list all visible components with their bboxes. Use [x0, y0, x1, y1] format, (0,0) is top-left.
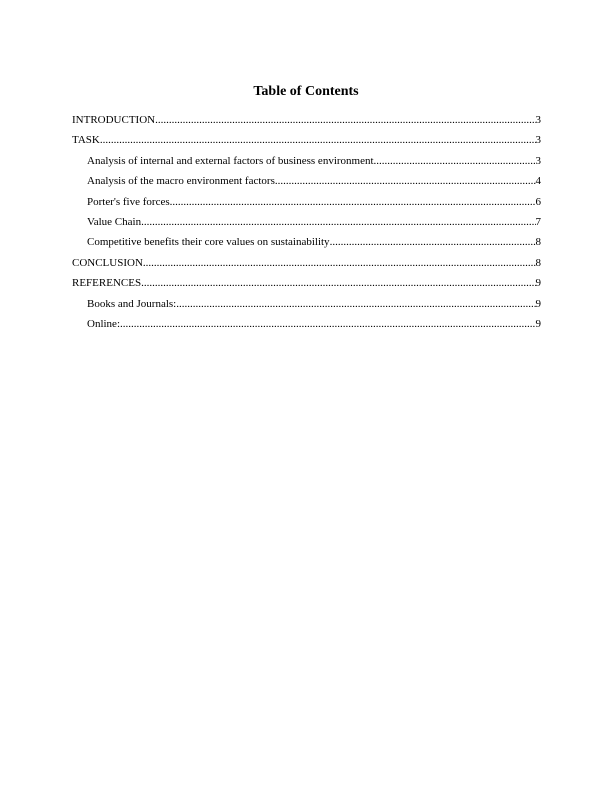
toc-page-number: 9: [535, 317, 541, 330]
toc-entry-references[interactable]: [72, 276, 541, 296]
toc-page-number: 9: [535, 297, 541, 310]
toc-entry-text: Books and Journals:: [87, 297, 177, 310]
toc-dot-leader: [176, 297, 535, 311]
toc-page-number: 7: [535, 215, 541, 228]
toc-dot-leader: [170, 195, 536, 209]
toc-dot-leader: [143, 256, 536, 270]
toc-entry-text: CONCLUSION: [72, 256, 143, 269]
toc-entry-books-and-journals[interactable]: [72, 297, 541, 317]
toc-page-number: 3: [535, 154, 541, 167]
toc-entry-introduction[interactable]: [72, 113, 541, 133]
toc-dot-leader: [275, 174, 536, 188]
toc-dot-leader: [120, 317, 536, 331]
toc-dot-leader: [155, 113, 535, 127]
toc-entry-text: Porter's five forces: [87, 195, 170, 208]
toc-dot-leader: [100, 133, 536, 147]
toc-entry-porters-five-forces[interactable]: [72, 195, 541, 215]
toc-page-number: 9: [535, 277, 541, 290]
toc-page-number: 8: [535, 256, 541, 269]
toc-page-number: 8: [535, 236, 541, 249]
toc-entry-text: Competitive benefits their core values on sustainability: [87, 236, 330, 249]
toc-dot-leader: [141, 276, 535, 290]
toc-dot-leader: [374, 154, 536, 168]
toc-entry-online[interactable]: [72, 317, 541, 337]
toc-entry-text: TASK: [72, 134, 100, 147]
toc-entry-text: Online:: [87, 317, 120, 330]
toc-entry-task[interactable]: [72, 133, 541, 153]
toc-entry-text: Value Chain: [87, 215, 142, 228]
toc-entry-macro-environment[interactable]: [72, 174, 541, 194]
toc-entry-text: Analysis of the macro environment factors: [87, 175, 275, 188]
toc-dot-leader: [330, 235, 536, 249]
toc-entry-value-chain[interactable]: [72, 215, 541, 235]
toc-entry-text: INTRODUCTION: [72, 114, 156, 126]
toc-entry-text: Analysis of internal and external factors of business environment: [87, 154, 374, 167]
table-of-contents: [72, 113, 541, 337]
toc-entry-internal-external-factors[interactable]: [72, 154, 541, 174]
toc-entry-conclusion[interactable]: [72, 256, 541, 276]
toc-entry-competitive-benefits[interactable]: [72, 235, 541, 255]
toc-page-number: 4: [535, 175, 541, 188]
toc-page-number: 3: [535, 114, 541, 126]
toc-entry-text: REFERENCES: [72, 277, 142, 290]
toc-dot-leader: [141, 215, 535, 229]
toc-title: Table of Contents: [253, 84, 359, 99]
toc-page-number: 3: [535, 134, 541, 147]
toc-page-number: 6: [535, 195, 541, 208]
